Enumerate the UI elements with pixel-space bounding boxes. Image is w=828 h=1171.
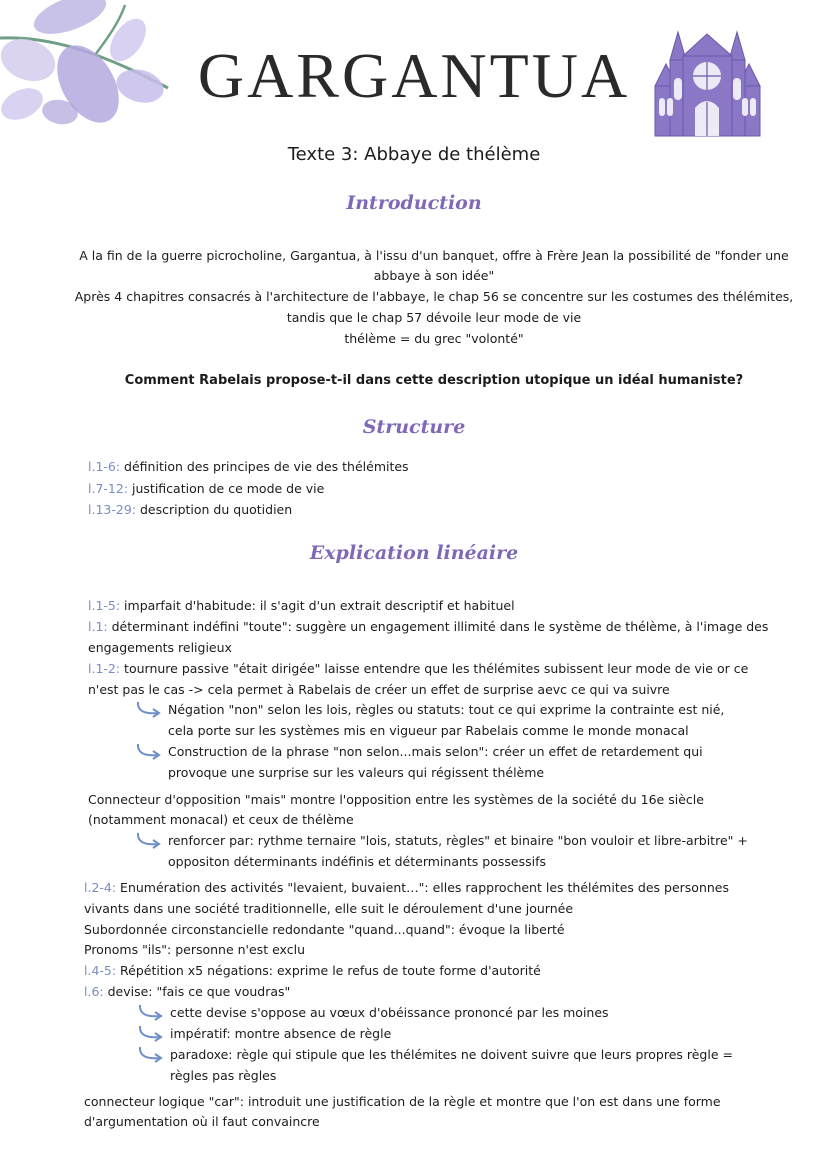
analysis-continuation: engagements religieux: [88, 640, 232, 655]
structure-item: l.1-6: définition des principes de vie des thélémites: [88, 459, 409, 474]
page-subtitle: Texte 3: Abbaye de thélème: [287, 144, 541, 165]
sub-point: Négation "non" selon les lois, règles ou statuts: tout ce qui exprime la contrainte est nié,: [168, 702, 725, 717]
analysis-point: Connecteur d'opposition "mais" montre l'opposition entre les systèmes de la société du 16e siècle: [88, 792, 704, 807]
analysis-point: Subordonnée circonstancielle redondante "quand...quand": évoque la liberté: [84, 922, 565, 937]
line-reference: l.4-5:: [84, 963, 117, 978]
analysis-continuation: vivants dans une société traditionnelle, elle suit le déroulement d'une journée: [84, 901, 574, 916]
analysis-point: l.6: devise: "fais ce que voudras": [84, 984, 291, 999]
line-reference: l.1-5:: [88, 598, 121, 613]
sub-point: paradoxe: règle qui stipule que les thélémites ne doivent suivre que leurs propres règle =: [170, 1047, 733, 1062]
introduction-line: Après 4 chapitres consacrés à l'architecture de l'abbaye, le chap 56 se concentre sur les costumes des thélémites,: [74, 289, 794, 304]
introduction-line: abbaye à son idée": [373, 268, 495, 283]
analysis-point: l.1: déterminant indéfini "toute": suggère un engagement illimité dans le système de thélème, à l'image des: [88, 619, 769, 634]
introduction-line: A la fin de la guerre picrocholine, Gargantua, à l'issu d'un banquet, offre à Frère Jean la possibilité de "fonder une: [79, 248, 789, 263]
curved-arrow-icon: [136, 1045, 166, 1063]
analysis-point: l.1-5: imparfait d'habitude: il s'agit d'un extrait descriptif et habituel: [88, 598, 515, 613]
sub-point: impératif: montre absence de règle: [170, 1026, 392, 1041]
analysis-point: l.2-4: Enumération des activités "levaient, buvaient…": elles rapprochent les thélémites des personnes: [84, 880, 729, 895]
line-reference: l.2-4:: [84, 880, 117, 895]
structure-item: l.7-12: justification de ce mode de vie: [88, 481, 325, 496]
sub-point: Construction de la phrase "non selon...mais selon": créer un effet de retardement qui: [168, 744, 703, 759]
problematique-question: Comment Rabelais propose-t-il dans cette description utopique un idéal humaniste?: [124, 373, 744, 388]
line-reference: l.6:: [84, 984, 104, 999]
sub-point-continuation: provoque une surprise sur les valeurs qui régissent thélème: [168, 765, 545, 780]
analysis-continuation: n'est pas le cas -> cela permet à Rabelais de créer un effet de surprise aevc ce qui va suivre: [88, 682, 670, 697]
structure-heading: Structure: [362, 416, 466, 438]
introduction-heading: Introduction: [346, 192, 482, 214]
introduction-line: tandis que le chap 57 dévoile leur mode de vie: [286, 310, 582, 325]
line-reference: l.1:: [88, 619, 108, 634]
structure-item: l.13-29: description du quotidien: [88, 502, 293, 517]
sub-point: cette devise s'oppose au vœux d'obéissance prononcé par les moines: [170, 1005, 609, 1020]
analysis-continuation: (notamment monacal) et ceux de thélème: [88, 812, 354, 827]
sub-point-continuation: oppositon déterminants indéfinis et déterminants possessifs: [168, 854, 546, 869]
analysis-point: l.1-2: tournure passive "était dirigée" laisse entendre que les thélémites subissent leur mode de vie or ce: [88, 661, 749, 676]
line-reference: l.1-2:: [88, 661, 121, 676]
curved-arrow-icon: [134, 831, 164, 849]
analysis-point: Pronoms "ils": personne n'est exclu: [84, 942, 305, 957]
sub-point-continuation: règles pas règles: [170, 1068, 277, 1083]
curved-arrow-icon: [136, 1003, 166, 1021]
sub-point: renforcer par: rythme ternaire "lois, statuts, règles" et binaire "bon vouloir et libre-arbitre" +: [168, 833, 748, 848]
curved-arrow-icon: [136, 1024, 166, 1042]
sub-point-continuation: cela porte sur les systèmes mis en vigueur par Rabelais comme le monde monacal: [168, 723, 689, 738]
line-reference: l.7-12:: [88, 481, 129, 496]
explication-heading: Explication linéaire: [309, 542, 519, 564]
analysis-continuation: d'argumentation où il faut convaincre: [84, 1114, 320, 1129]
curved-arrow-icon: [134, 742, 164, 760]
curved-arrow-icon: [134, 700, 164, 718]
introduction-line: thélème = du grec "volonté": [344, 331, 524, 346]
line-reference: l.1-6:: [88, 459, 121, 474]
analysis-point: l.4-5: Répétition x5 négations: exprime le refus de toute forme d'autorité: [84, 963, 541, 978]
analysis-point: connecteur logique "car": introduit une justification de la règle et montre que l'on est dans une forme: [84, 1094, 721, 1109]
line-reference: l.13-29:: [88, 502, 136, 517]
page-title: GARGANTUA: [197, 40, 631, 111]
